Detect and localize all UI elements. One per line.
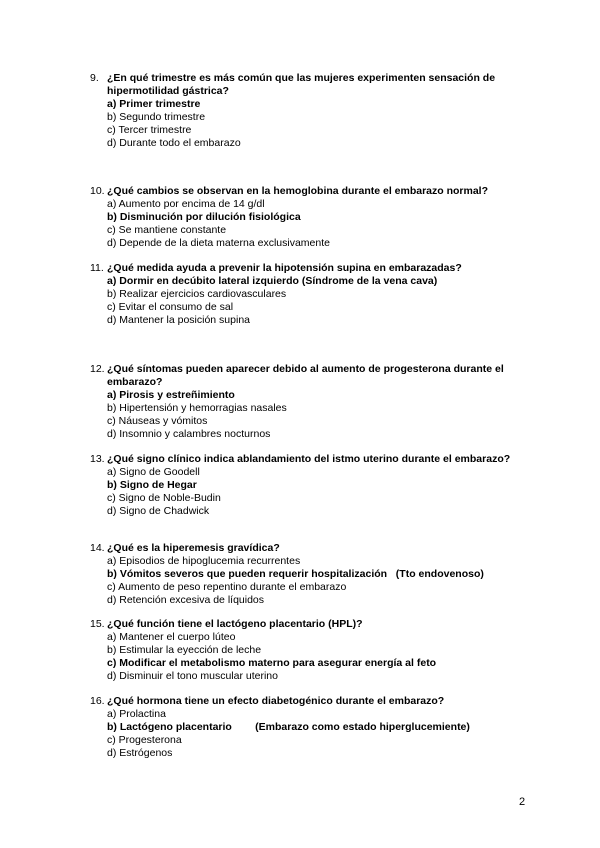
option-c: c) Progesterona <box>107 734 182 746</box>
option-b: b) Lactógeno placentario (Embarazo como estado hiperglucemiente) <box>107 721 470 733</box>
option-c: c) Aumento de peso repentino durante el embarazo <box>107 581 347 593</box>
option-c: c) Náuseas y vómitos <box>107 415 208 427</box>
question-text: ¿Qué hormona tiene un efecto diabetogénico durante el embarazo? <box>107 695 445 707</box>
question-12 <box>90 363 530 441</box>
question-number: 14. <box>90 542 105 554</box>
option-d: d) Disminuir el tono muscular uterino <box>107 670 278 682</box>
question-text: ¿Qué es la hiperemesis gravídica? <box>107 542 280 554</box>
option-a: a) Mantener el cuerpo lúteo <box>107 631 236 643</box>
option-c: c) Signo de Noble-Budin <box>107 492 221 504</box>
question-number: 15. <box>90 618 105 630</box>
question-13 <box>90 453 530 518</box>
question-text: ¿Qué síntomas pueden aparecer debido al aumento de progesterona durante el embarazo? <box>107 363 504 388</box>
question-text: ¿Qué cambios se observan en la hemoglobina durante el embarazo normal? <box>107 185 489 197</box>
option-d: d) Durante todo el embarazo <box>107 137 241 149</box>
question-text: ¿Qué función tiene el lactógeno placentario (HPL)? <box>107 618 363 630</box>
option-c: c) Modificar el metabolismo materno para asegurar energía al feto <box>107 657 437 669</box>
question-15 <box>90 618 530 683</box>
option-c: c) Tercer trimestre <box>107 124 192 136</box>
question-number: 9. <box>90 72 99 84</box>
question-16 <box>90 695 530 760</box>
question-11 <box>90 262 530 327</box>
option-a: a) Pirosis y estreñimiento <box>107 389 235 401</box>
page-number: 2 <box>519 796 526 808</box>
option-d: d) Estrógenos <box>107 747 173 759</box>
question-10 <box>90 185 530 250</box>
option-b: b) Hipertensión y hemorragias nasales <box>107 402 287 414</box>
option-a: a) Episodios de hipoglucemia recurrentes <box>107 555 301 567</box>
option-d: d) Retención excesiva de líquidos <box>107 594 265 606</box>
question-text: ¿En qué trimestre es más común que las mujeres experimenten sensación de hipermotilidad gástrica? <box>107 72 496 97</box>
option-b: b) Estimular la eyección de leche <box>107 644 262 656</box>
question-number: 11. <box>90 262 104 274</box>
option-a: a) Aumento por encima de 14 g/dl <box>107 198 265 210</box>
question-text: ¿Qué medida ayuda a prevenir la hipotensión supina en embarazadas? <box>107 262 462 274</box>
question-14 <box>90 542 530 607</box>
option-a: a) Primer trimestre <box>107 98 201 110</box>
option-b: b) Vómitos severos que pueden requerir hospitalización (Tto endovenoso) <box>107 568 484 580</box>
option-b: b) Disminución por dilución fisiológica <box>107 211 301 223</box>
option-c: c) Se mantiene constante <box>107 224 227 236</box>
question-number: 10. <box>90 185 105 197</box>
option-a: a) Signo de Goodell <box>107 466 200 478</box>
option-c: c) Evitar el consumo de sal <box>107 301 234 313</box>
option-b: b) Signo de Hegar <box>107 479 197 491</box>
question-number: 12. <box>90 363 105 375</box>
option-b: b) Realizar ejercicios cardiovasculares <box>107 288 287 300</box>
option-d: d) Depende de la dieta materna exclusivamente <box>107 237 330 249</box>
question-number: 16. <box>90 695 105 707</box>
option-a: a) Prolactina <box>107 708 166 720</box>
option-d: d) Signo de Chadwick <box>107 505 210 517</box>
question-9 <box>90 72 530 150</box>
question-number: 13. <box>90 453 105 465</box>
option-d: d) Mantener la posición supina <box>107 314 251 326</box>
option-b: b) Segundo trimestre <box>107 111 206 123</box>
option-d: d) Insomnio y calambres nocturnos <box>107 428 271 440</box>
question-text: ¿Qué signo clínico indica ablandamiento del istmo uterino durante el embarazo? <box>107 453 511 465</box>
option-a: a) Dormir en decúbito lateral izquierdo (Síndrome de la vena cava) <box>107 275 438 287</box>
